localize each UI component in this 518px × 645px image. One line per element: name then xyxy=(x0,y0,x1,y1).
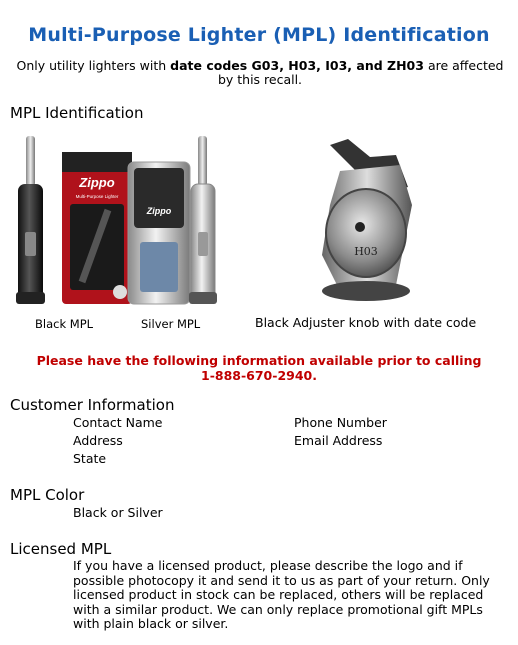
silver-mpl-image xyxy=(189,136,217,304)
customer-information-heading: Customer Information xyxy=(10,396,175,414)
black-mpl-caption: Black MPL xyxy=(35,317,94,331)
field-email-address: Email Address xyxy=(294,433,383,448)
package-subtitle: Multi-Purpose Lighter xyxy=(75,194,119,199)
package-brand: Zippo xyxy=(79,175,115,190)
svg-text:Zippo: Zippo xyxy=(146,206,172,216)
licensed-mpl-text: If you have a licensed product, please describe the logo and if possible photocopy it and send it to us as part of your return. Only licensed product in stock can be replaced, others will be replaced with a similar product. We can only replace promotional gift MPLs with plain black or silver. xyxy=(73,558,490,631)
silver-mpl-caption: Silver MPL xyxy=(141,317,201,331)
mpl-color-value: Black or Silver xyxy=(73,505,163,520)
black-mpl-image xyxy=(16,136,45,304)
notice-line-1: Please have the following information available prior to calling xyxy=(36,353,482,368)
adjuster-knob-caption: Black Adjuster knob with date code xyxy=(255,315,477,330)
silver-tin-image xyxy=(128,162,190,304)
page-title: Multi-Purpose Lighter (MPL) Identification xyxy=(28,24,490,46)
adjuster-knob-image xyxy=(300,135,430,305)
intro-text: Only utility lighters with date codes G03, H03, I03, and ZH03 are affected by this recall. xyxy=(16,58,504,87)
notice-phone: 1-888-670-2940. xyxy=(201,368,317,383)
zippo-package-image xyxy=(62,152,132,304)
field-contact-name: Contact Name xyxy=(73,415,163,430)
field-address: Address xyxy=(73,433,123,448)
knob-date-code: H03 xyxy=(354,245,378,258)
mpl-identification-heading: MPL Identification xyxy=(10,104,144,122)
field-state: State xyxy=(73,451,107,466)
licensed-mpl-heading: Licensed MPL xyxy=(10,540,112,558)
field-phone-number: Phone Number xyxy=(294,415,387,430)
mpl-products-image xyxy=(10,132,220,312)
mpl-color-heading: MPL Color xyxy=(10,486,85,504)
